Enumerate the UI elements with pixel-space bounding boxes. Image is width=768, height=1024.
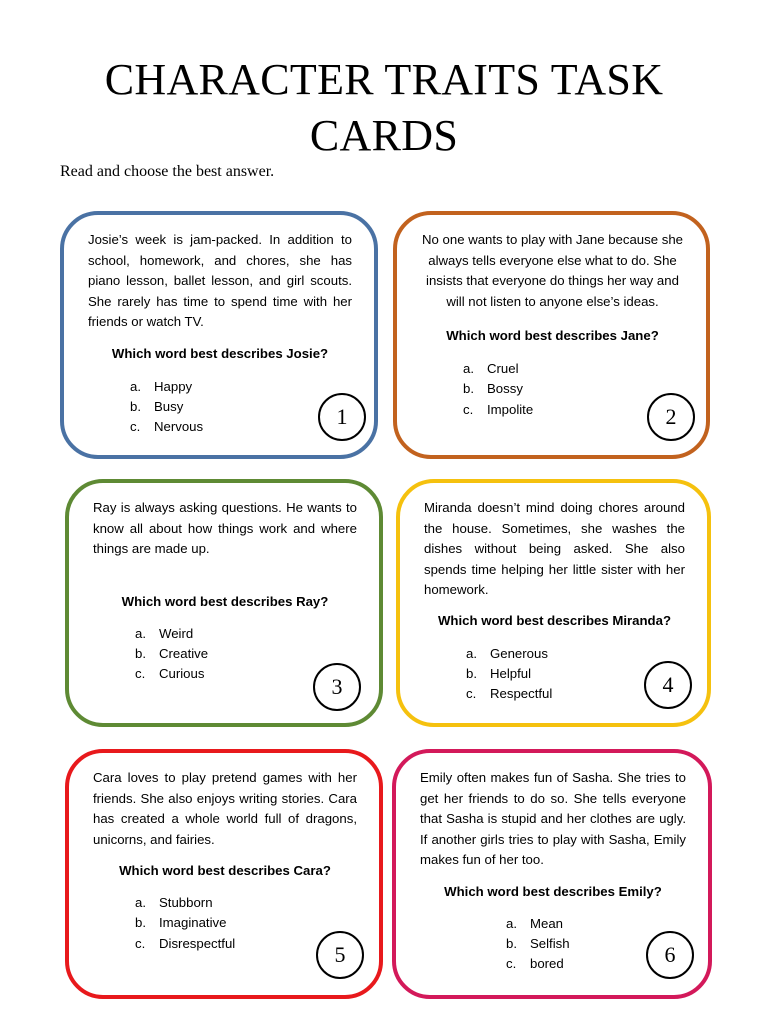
- option-text: Cruel: [487, 361, 519, 376]
- option-letter: b.: [130, 398, 141, 414]
- option-letter: b.: [466, 665, 477, 681]
- title-line-2: CARDS: [309, 111, 459, 160]
- option-letter: c.: [466, 686, 477, 702]
- task-card-3: [65, 479, 383, 727]
- card-story: Emily often makes fun of Sasha. She tries to get her friends to do so. She tells everyone that Sasha is stupid and her clothes are ugly. If another girls tries to play with Sasha, Emily makes fun of her too.: [420, 770, 686, 867]
- card-story: Ray is always asking questions. He wants to know all about how things work and where things are made up.: [93, 500, 357, 556]
- title-line-1: CHARACTER TRAITS TASK: [104, 55, 664, 104]
- option-letter: c.: [135, 666, 146, 682]
- option-text: Helpful: [490, 665, 532, 681]
- option-letter: b.: [463, 381, 474, 397]
- option-text: bored: [530, 956, 564, 972]
- option-letter: a.: [506, 915, 517, 931]
- option-text: Mean: [530, 915, 563, 931]
- option-letter: a.: [463, 361, 474, 376]
- card-story: No one wants to play with Jane because she always tells everyone else what to do. She insists that everyone do things her way and will not listen to anyone else’s ideas.: [422, 232, 683, 309]
- option-text: Happy: [154, 378, 193, 394]
- option-letter: c.: [463, 401, 474, 417]
- task-card-1: [60, 211, 378, 459]
- card-number-badge: 3: [313, 663, 361, 711]
- option-letter: c.: [135, 935, 146, 951]
- card-question: Which word best describes Cara?: [119, 863, 331, 878]
- card-question: Which word best describes Jane?: [446, 328, 659, 343]
- task-card-5: [65, 749, 383, 999]
- card-number-badge: 1: [318, 393, 366, 441]
- card-question: Which word best describes Josie?: [111, 345, 329, 361]
- task-card-2: [393, 211, 710, 459]
- answer-options: [130, 377, 352, 438]
- answer-option: [135, 624, 357, 644]
- answer-option: [506, 914, 686, 934]
- card-number-badge: 4: [644, 661, 692, 709]
- card-story: Josie’s week is jam-packed. In addition to school, homework, and chores, she has piano lesson, ballet lesson, and girl scouts. She rarely has time to spend time with her friends or watch TV.: [88, 232, 352, 329]
- option-text: Creative: [159, 645, 209, 661]
- task-card-4: [396, 479, 711, 727]
- option-letter: b.: [135, 645, 146, 661]
- option-text: Curious: [159, 666, 205, 682]
- card-number-badge: 2: [647, 393, 695, 441]
- card-question: Which word best describes Miranda?: [437, 612, 672, 628]
- answer-option: [463, 379, 684, 399]
- option-letter: b.: [135, 915, 146, 931]
- option-letter: c.: [130, 419, 141, 435]
- option-text: Selfish: [530, 935, 570, 951]
- answer-option: [135, 913, 357, 933]
- card-number-badge: 5: [316, 931, 364, 979]
- option-text: Imaginative: [159, 915, 227, 931]
- option-text: Impolite: [487, 401, 534, 417]
- option-text: Weird: [159, 625, 194, 641]
- option-letter: b.: [506, 935, 517, 951]
- card-question: Which word best describes Ray?: [121, 593, 329, 609]
- page-title: [60, 52, 708, 164]
- instructions: Read and choose the best answer.: [60, 163, 275, 180]
- card-story: Cara loves to play pretend games with her friends. She also enjoys writing stories. Cara has created a whole world full of dragons, unicorns, and fairies.: [93, 770, 357, 847]
- option-letter: c.: [506, 956, 517, 972]
- option-text: Busy: [154, 398, 184, 414]
- option-letter: a.: [130, 378, 141, 394]
- option-letter: a.: [466, 645, 477, 661]
- task-card-6: [392, 749, 712, 999]
- answer-option: [466, 644, 685, 664]
- option-text: Respectful: [490, 686, 553, 702]
- answer-option: [463, 359, 684, 379]
- option-letter: a.: [135, 895, 146, 910]
- option-text: Generous: [490, 645, 548, 661]
- option-text: Bossy: [487, 381, 523, 397]
- answer-option: [130, 377, 352, 397]
- card-number-badge: 6: [646, 931, 694, 979]
- answer-option: [135, 644, 357, 664]
- option-text: Stubborn: [159, 895, 213, 910]
- option-text: Disrespectful: [159, 935, 236, 951]
- option-letter: a.: [135, 625, 146, 641]
- card-question: Which word best describes Emily?: [444, 883, 662, 899]
- card-story: Miranda doesn’t mind doing chores around the house. Sometimes, she washes the dishes without being asked. She also spends time helping her little sister with her homework.: [424, 500, 685, 597]
- option-text: Nervous: [154, 419, 204, 435]
- answer-option: [135, 893, 357, 913]
